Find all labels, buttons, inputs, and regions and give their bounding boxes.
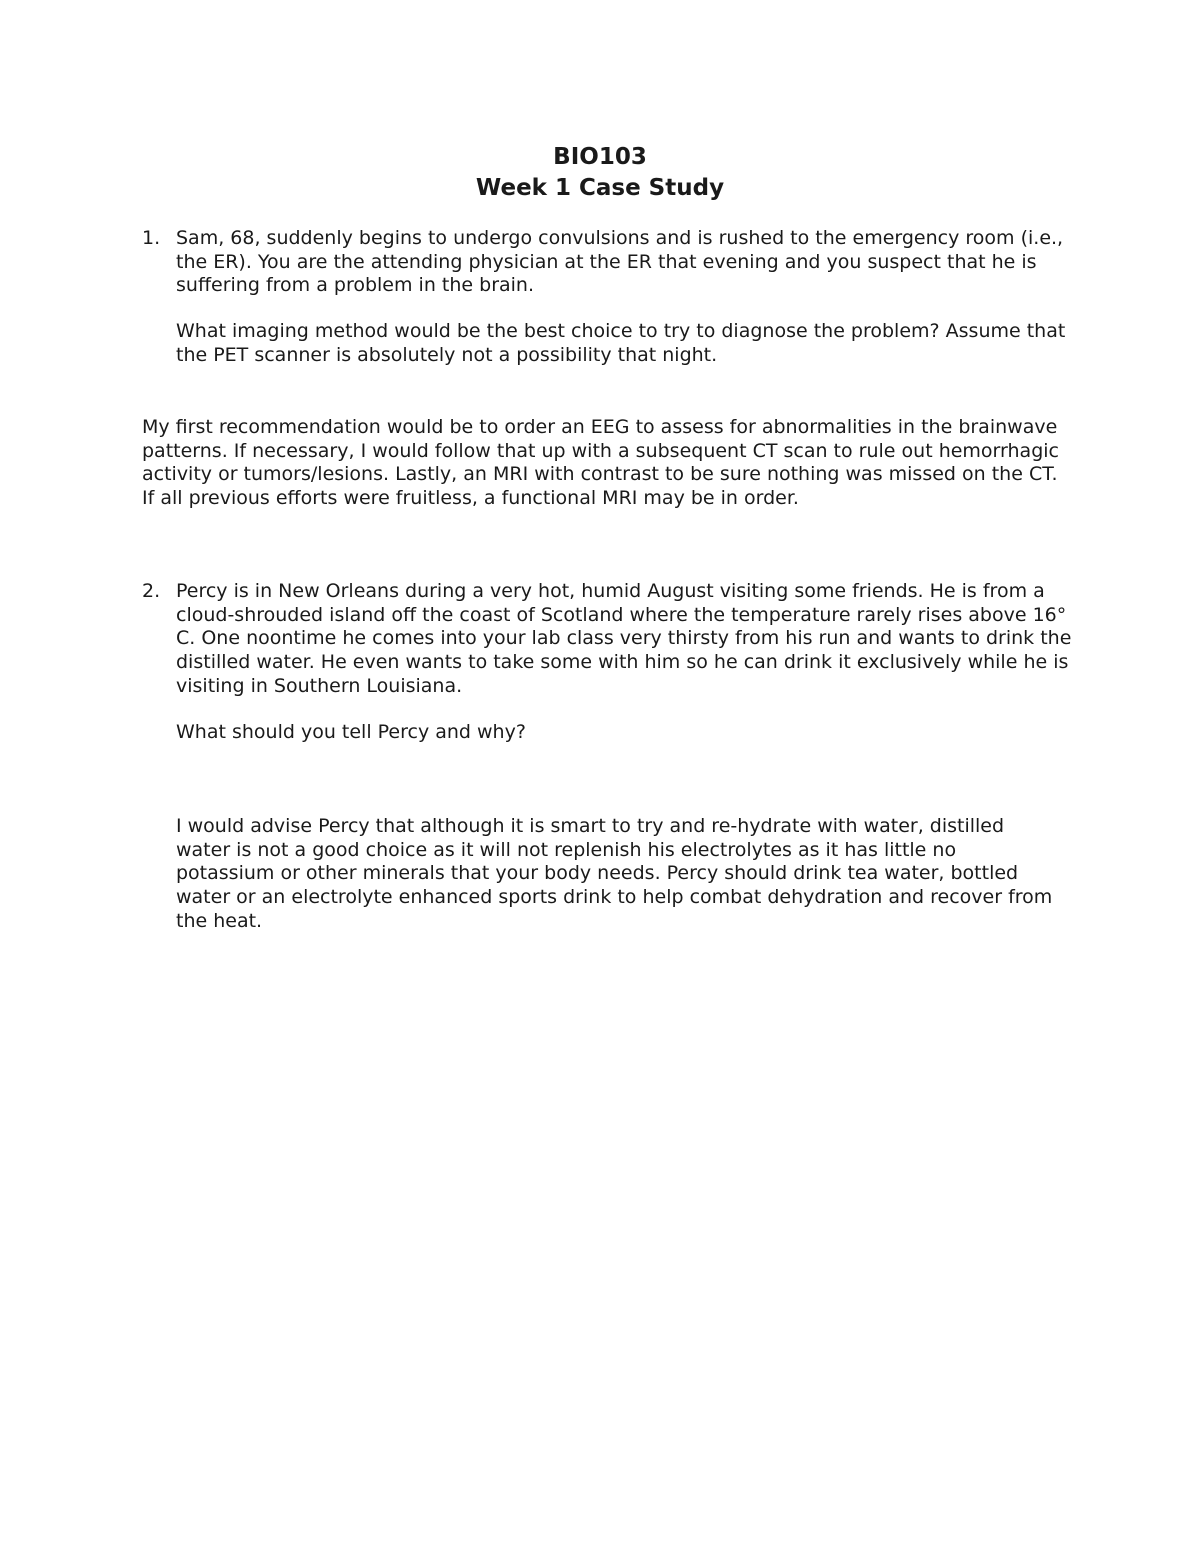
course-code: BIO103 [553,144,647,170]
answer-1: My first recommendation would be to order an EEG to assess for abnormalities in the brainwave patterns. If necessary, I would follow that up with a subsequent CT scan to rule out hemorrhagic activity or tumors/lesions. Lastly, an MRI with contrast to be sure nothing was missed on the CT. If all previous efforts were fruitless, a functional MRI may be in order. [142,416,1059,510]
question-number: 2. [142,580,161,602]
question-1 [142,227,1072,368]
question-ask: What imaging method would be the best choice to try to diagnose the problem? Assume that the PET scanner is absolutely not a possibility that night. [176,320,1066,366]
document-title: Week 1 Case Study [475,175,725,201]
question-2 [142,580,1072,744]
document-header [0,142,1200,204]
question-prompt: Sam, 68, suddenly begins to undergo convulsions and is rushed to the emergency room (i.e., the ER). You are the attending physician at the ER that evening and you suspect that he is suffering from a problem in the brain. [176,227,1064,297]
question-ask: What should you tell Percy and why? [176,720,526,743]
question-number: 1. [142,227,161,249]
question-prompt: Percy is in New Orleans during a very hot, humid August visiting some friends. He is from a cloud-shrouded island off the coast of Scotland where the temperature rarely rises above 16° C. One noontime he comes into your lab class very thirsty from his run and wants to drink the distilled water. He even wants to take some with him so he can drink it exclusively while he is visiting in Southern Louisiana. [176,580,1072,697]
answer-2: I would advise Percy that although it is smart to try and re-hydrate with water, distilled water is not a good choice as it will not replenish his electrolytes as it has little no potassium or other minerals that your body needs. Percy should drink tea water, bottled water or an electrolyte enhanced sports drink to help combat dehydration and recover from the heat. [176,815,1053,932]
